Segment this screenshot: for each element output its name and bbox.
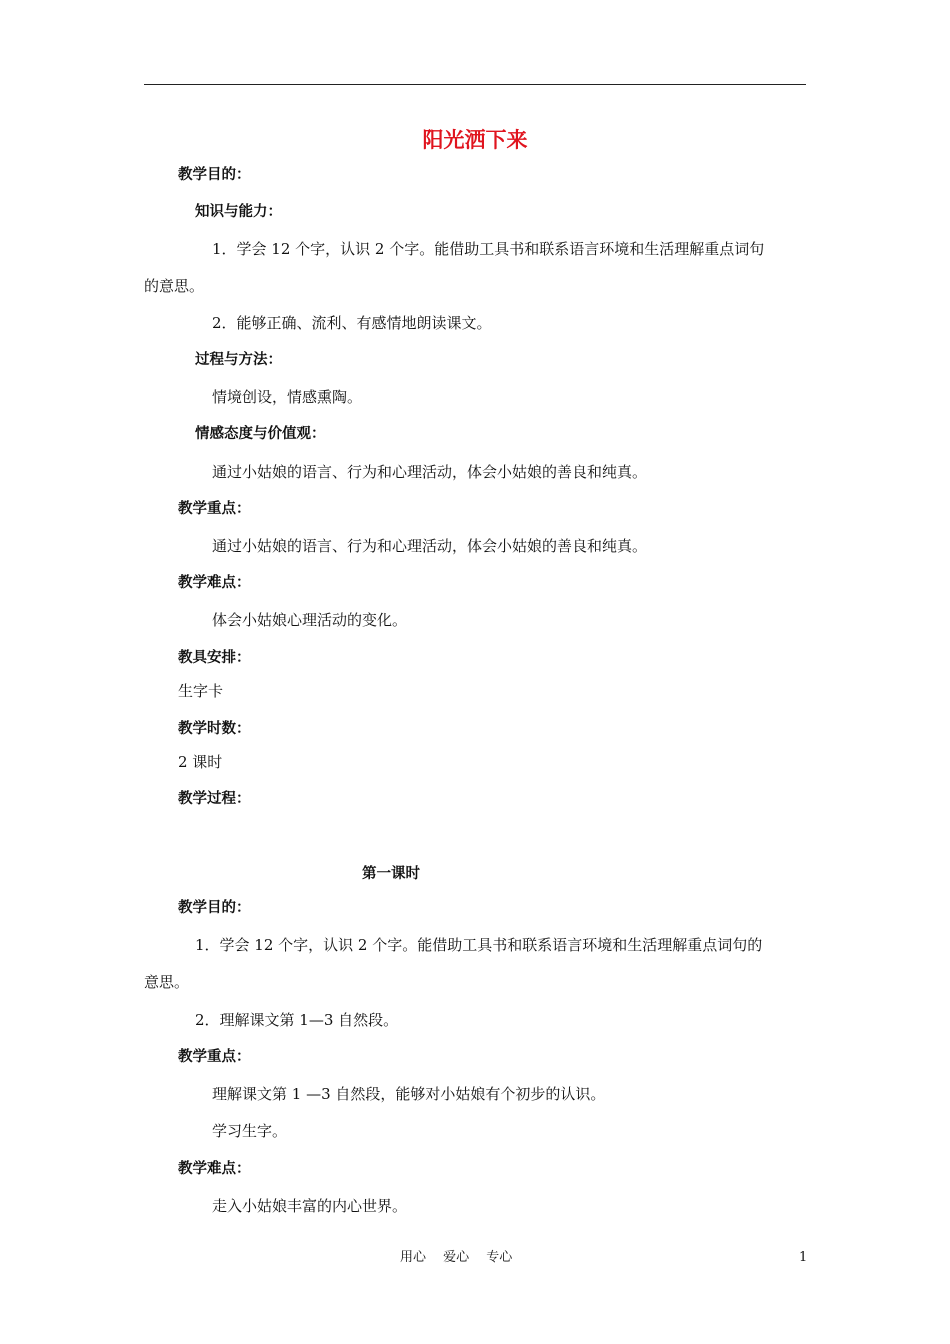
page-number: 1	[799, 1250, 808, 1265]
subheading-process: 过程与方法：	[195, 352, 282, 368]
paragraph: 情境创设，情感熏陶。	[212, 388, 363, 406]
paragraph: 1．学会 12 个字，认识 2 个字。能借助工具书和联系语言环境和生活理解重点词句的	[195, 936, 763, 954]
heading-key-points: 教学重点：	[178, 1049, 251, 1065]
paragraph: 2．能够正确、流利、有感情地朗读课文。	[212, 314, 492, 332]
section-title-first-lesson: 第一课时	[362, 866, 420, 882]
heading-key-points: 教学重点：	[178, 501, 251, 517]
paragraph: 学习生字。	[212, 1122, 288, 1140]
subheading-knowledge: 知识与能力：	[195, 204, 282, 220]
heading-teaching-goals: 教学目的：	[178, 167, 251, 183]
footer-motto: 用心 爱心 专心	[400, 1250, 513, 1265]
paragraph: 理解课文第 1 —3 自然段，能够对小姑娘有个初步的认识。	[212, 1085, 606, 1103]
document-title: 阳光洒下来	[422, 128, 528, 152]
heading-teaching-aids: 教具安排：	[178, 650, 251, 666]
paragraph: 2．理解课文第 1—3 自然段。	[195, 1011, 399, 1029]
paragraph: 生字卡	[178, 682, 224, 700]
heading-difficulties: 教学难点：	[178, 1161, 251, 1177]
paragraph: 意思。	[144, 973, 190, 991]
heading-teaching-goals: 教学目的：	[178, 900, 251, 916]
paragraph: 通过小姑娘的语言、行为和心理活动，体会小姑娘的善良和纯真。	[212, 463, 648, 481]
subheading-attitude: 情感态度与价值观：	[195, 426, 326, 442]
paragraph: 2 课时	[178, 753, 223, 771]
heading-difficulties: 教学难点：	[178, 575, 251, 591]
paragraph: 的意思。	[144, 277, 205, 295]
paragraph: 体会小姑娘心理活动的变化。	[212, 611, 408, 629]
header-rule	[144, 84, 806, 85]
heading-class-hours: 教学时数：	[178, 721, 251, 737]
heading-teaching-process: 教学过程：	[178, 791, 251, 807]
paragraph: 走入小姑娘丰富的内心世界。	[212, 1197, 408, 1215]
paragraph: 1．学会 12 个字，认识 2 个字。能借助工具书和联系语言环境和生活理解重点词句	[212, 240, 765, 258]
paragraph: 通过小姑娘的语言、行为和心理活动，体会小姑娘的善良和纯真。	[212, 537, 648, 555]
